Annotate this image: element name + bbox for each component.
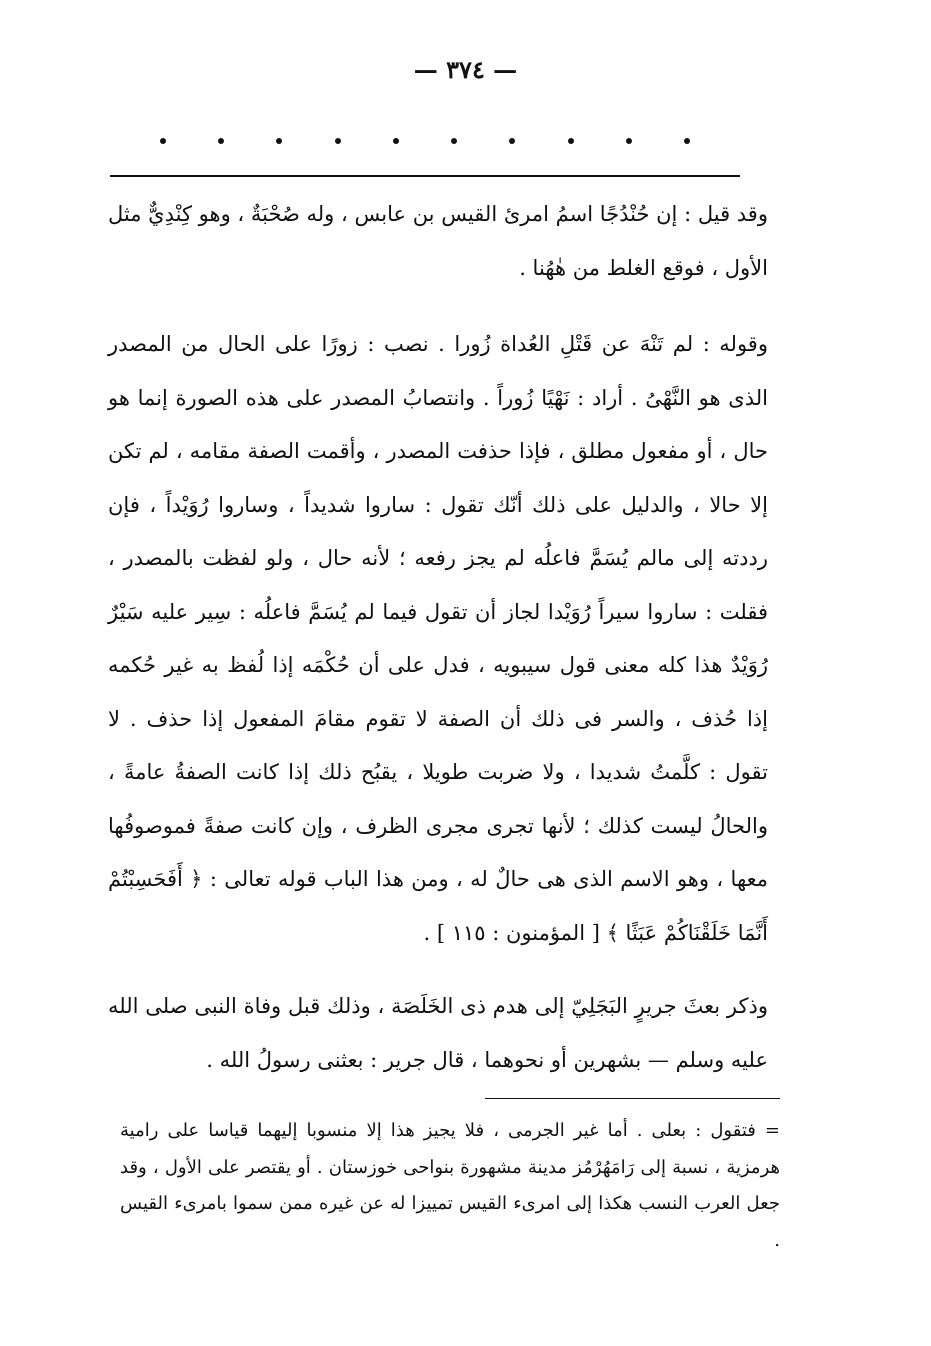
dot xyxy=(626,138,632,144)
paragraph-text: وذكر بعثَ جريرٍ البَجَلِيّ إلى هدم ذى الخَلَصَة ، وذلك قبل وفاة النبى صلى الله عليه وسلم — بشهرين أو نحوهما ، قال جرير : بعثنى رسولُ الله . xyxy=(108,994,768,1072)
footnote-text: = فتقول : بعلى . أما غير الجرمى ، فلا يجيز هذا إلا منسوبا إليهما قياسا على رامية هرمزية ، نسبة إلى رَامَهُرْمُز مدينة مشهورة بنواحى خوزستان . أو يقتصر على الأول ، وقد جعل العرب النسب هكذا إلى امرىء القيس تمييزا له عن غيره ممن سموا بامرىء القيس . xyxy=(120,1120,780,1251)
dot xyxy=(451,138,457,144)
footnote xyxy=(120,1113,780,1259)
page-number: — ٣٧٤ — xyxy=(413,55,518,84)
paragraph-text: وقوله : لم تَنْهَ عن قَتْلِ العُداة زُورا . نصب : زورًا على الحال من المصدر الذى هو النَّهْىُ . أراد : نَهْيًا زُوراً . وانتصابُ المصدر على هذه الصورة إنما هو حال ، أو مفعول مطلق ، فإذا حذفت المصدر ، وأقمت الصفة مقامه ، لم تكن إلا حالا ، والدليل على ذلك أنّك تقول : ساروا شديداً ، وساروا رُوَيْداً ، فإن رددته إلى مالم يُسَمَّ فاعلُه لم يجز رفعه ؛ لأنه حال ، ولو لفظت بالمصدر ، فقلت : ساروا سيراً رُوَيْدا لجاز أن تقول فيما لم يُسَمَّ فاعلُه : سِير عليه سَيْرٌ رُوَيْدٌ هذا كله معنى قول سيبويه ، فدل على أن حُكْمَه إذا لُفظ به غير حُكمه إذا حُذف ، والسر فى ذلك أن الصفة لا تقوم مقامَ المفعول إذا حذف . لا تقول : كلَّمتُ شديدا ، ولا ضربت طويلا ، يقبُح ذلك إذا كانت الصفةُ عامةً ، والحالُ ليست كذلك ؛ لأنها تجرى مجرى الظرف ، وإن كانت صفةً فموصوفُها معها ، وهو الاسم الذى هى حالٌ له ، ومن هذا الباب قوله تعالى : ﴿ أَفَحَسِبْتُمْ أَنَّمَا خَلَقْنَاكُمْ عَبَثًا ﴾ [ المؤمنون : ١١٥ ] . xyxy=(108,332,768,945)
dot xyxy=(684,138,690,144)
paragraph-text: وقد قيل : إن حُنْدُجًا اسمُ امرئ القيس بن عابس ، وله صُحْبَةٌ ، وهو كِنْدِيٌّ مثل الأول ، فوقع الغلط من هٰهُنا . xyxy=(108,202,768,280)
dot xyxy=(335,138,341,144)
dot xyxy=(568,138,574,144)
paragraph-jarir xyxy=(108,980,768,1087)
dot xyxy=(276,138,282,144)
top-rule xyxy=(110,175,740,177)
paragraph-hundujan xyxy=(108,188,768,295)
dot xyxy=(218,138,224,144)
separator-dots xyxy=(160,138,690,144)
paragraph-zura xyxy=(108,318,768,960)
footnote-rule xyxy=(485,1098,780,1099)
dot xyxy=(160,138,166,144)
dot xyxy=(393,138,399,144)
dot xyxy=(509,138,515,144)
